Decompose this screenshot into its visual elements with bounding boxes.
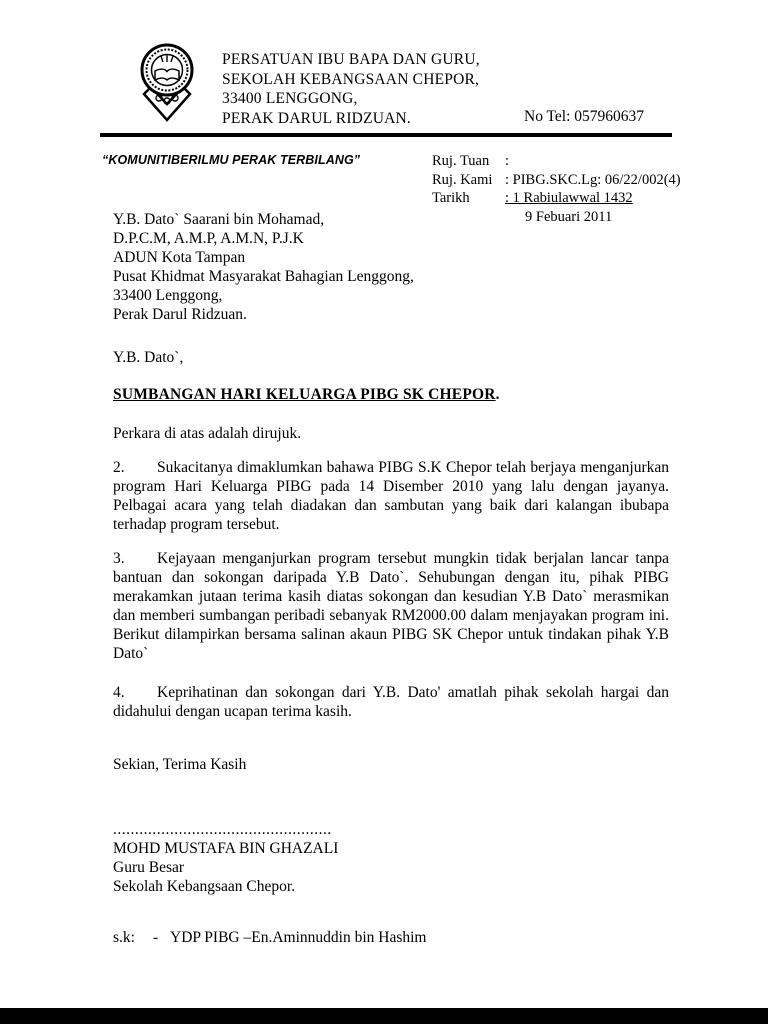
ref-kami-value: : PIBG.SKC.Lg: 06/22/002(4) — [505, 171, 681, 188]
paragraph-3-text: Kejayaan menganjurkan program tersebut mungkin tidak berjalan lancar tanpa bantuan dan sokongan daripada Y.B Dato`. Sehubungan dengan itu, pihak PIBG merakamkan jutaan terima kasih diatas sokongan dan kesudian Y.B Dato` merasmikan dan memberi sumbangan peribadi sebanyak RM2000.00 dalam menjayakan program ini. Berikut dilampirkan bersama salinan akaun PIBG SK Chepor untuk tindakan pihak Y.B Dato` — [113, 550, 669, 662]
paragraph-3-number: 3. — [113, 550, 125, 567]
letter-body — [113, 210, 669, 947]
ref-row-tarikh — [432, 189, 681, 208]
ref-row-kami — [432, 171, 681, 190]
signature-block — [113, 820, 669, 896]
recipient-line: Perak Darul Ridzuan. — [113, 306, 247, 323]
letterhead — [222, 50, 480, 128]
school-crest-logo — [136, 42, 198, 124]
paragraph-4 — [113, 683, 669, 721]
paragraph-4-text: Keprihatinan dan sokongan dari Y.B. Dato' amatlah pihak sekolah hargai dan didahului dengan ucapan terima kasih. — [113, 684, 669, 720]
scan-edge-bar — [0, 1008, 768, 1024]
signature-school: Sekolah Kebangsaan Chepor. — [113, 878, 296, 895]
recipient-block — [113, 210, 669, 324]
recipient-line: Y.B. Dato` Saarani bin Mohamad, — [113, 211, 325, 228]
subject-period: . — [495, 386, 500, 403]
paragraph-2-text: Sukacitanya dimaklumkan bahawa PIBG S.K Chepor telah berjaya menganjurkan program Hari Keluarga PIBG pada 14 Disember 2010 yang lalu dengan jayanya. Pelbagai acara yang telah diadakan dan sambutan yang baik dari kalangan ibubapa terhadap program tersebut. — [113, 459, 669, 533]
paragraph-2-number: 2. — [113, 459, 125, 476]
ref-tuan-value: : — [505, 153, 510, 169]
cc-line — [113, 928, 669, 947]
ref-tarikh-gregorian: 9 Febuari 2011 — [525, 208, 613, 225]
recipient-line: 33400 Lenggong, — [113, 287, 223, 304]
paragraph-2 — [113, 458, 669, 534]
ref-tarikh-label: Tarikh — [432, 190, 470, 206]
recipient-line: Pusat Khidmat Masyarakat Bahagian Lenggong, — [113, 268, 414, 285]
paragraph-4-number: 4. — [113, 684, 125, 701]
paragraph-1: Perkara di atas adalah dirujuk. — [113, 425, 302, 442]
recipient-line: D.P.C.M, A.M.P, A.M.N, P.J.K — [113, 230, 304, 247]
cc-dash: - — [153, 929, 159, 946]
subject-line — [113, 385, 669, 404]
letterhead-phone: No Tel: 057960637 — [524, 108, 645, 125]
paragraph-3 — [113, 549, 669, 663]
school-crest-icon — [136, 42, 198, 124]
ref-kami-label: Ruj. Kami — [432, 171, 493, 188]
cc-value: YDP PIBG –En.Aminnuddin bin Hashim — [170, 929, 427, 946]
letterhead-postcode: 33400 LENGGONG, — [222, 90, 358, 107]
header-divider — [100, 133, 672, 137]
letterhead-school-name: SEKOLAH KEBANGSAAN CHEPOR, — [222, 70, 480, 88]
subject-text: SUMBANGAN HARI KELUARGA PIBG SK CHEPOR — [113, 386, 496, 403]
ref-row-tuan — [432, 152, 681, 171]
ref-tuan-label: Ruj. Tuan — [432, 153, 490, 169]
letterhead-state: PERAK DARUL RIDZUAN. — [222, 109, 411, 127]
signature-title: Guru Besar — [113, 859, 185, 876]
signature-dotted-line: .................................................. — [113, 821, 332, 838]
cc-label: s.k: — [113, 929, 135, 946]
ref-tarikh-hijri: : 1 Rabiulawwal 1432 — [505, 190, 633, 206]
closing-line: Sekian, Terima Kasih — [113, 756, 247, 773]
motto-text: “KOMUNITIBERILMU PERAK TERBILANG” — [102, 153, 361, 167]
recipient-line: ADUN Kota Tampan — [113, 249, 246, 266]
signature-name: MOHD MUSTAFA BIN GHAZALI — [113, 840, 339, 857]
letterhead-org-name: PERSATUAN IBU BAPA DAN GURU, — [222, 51, 480, 68]
salutation: Y.B. Dato`, — [113, 349, 184, 366]
